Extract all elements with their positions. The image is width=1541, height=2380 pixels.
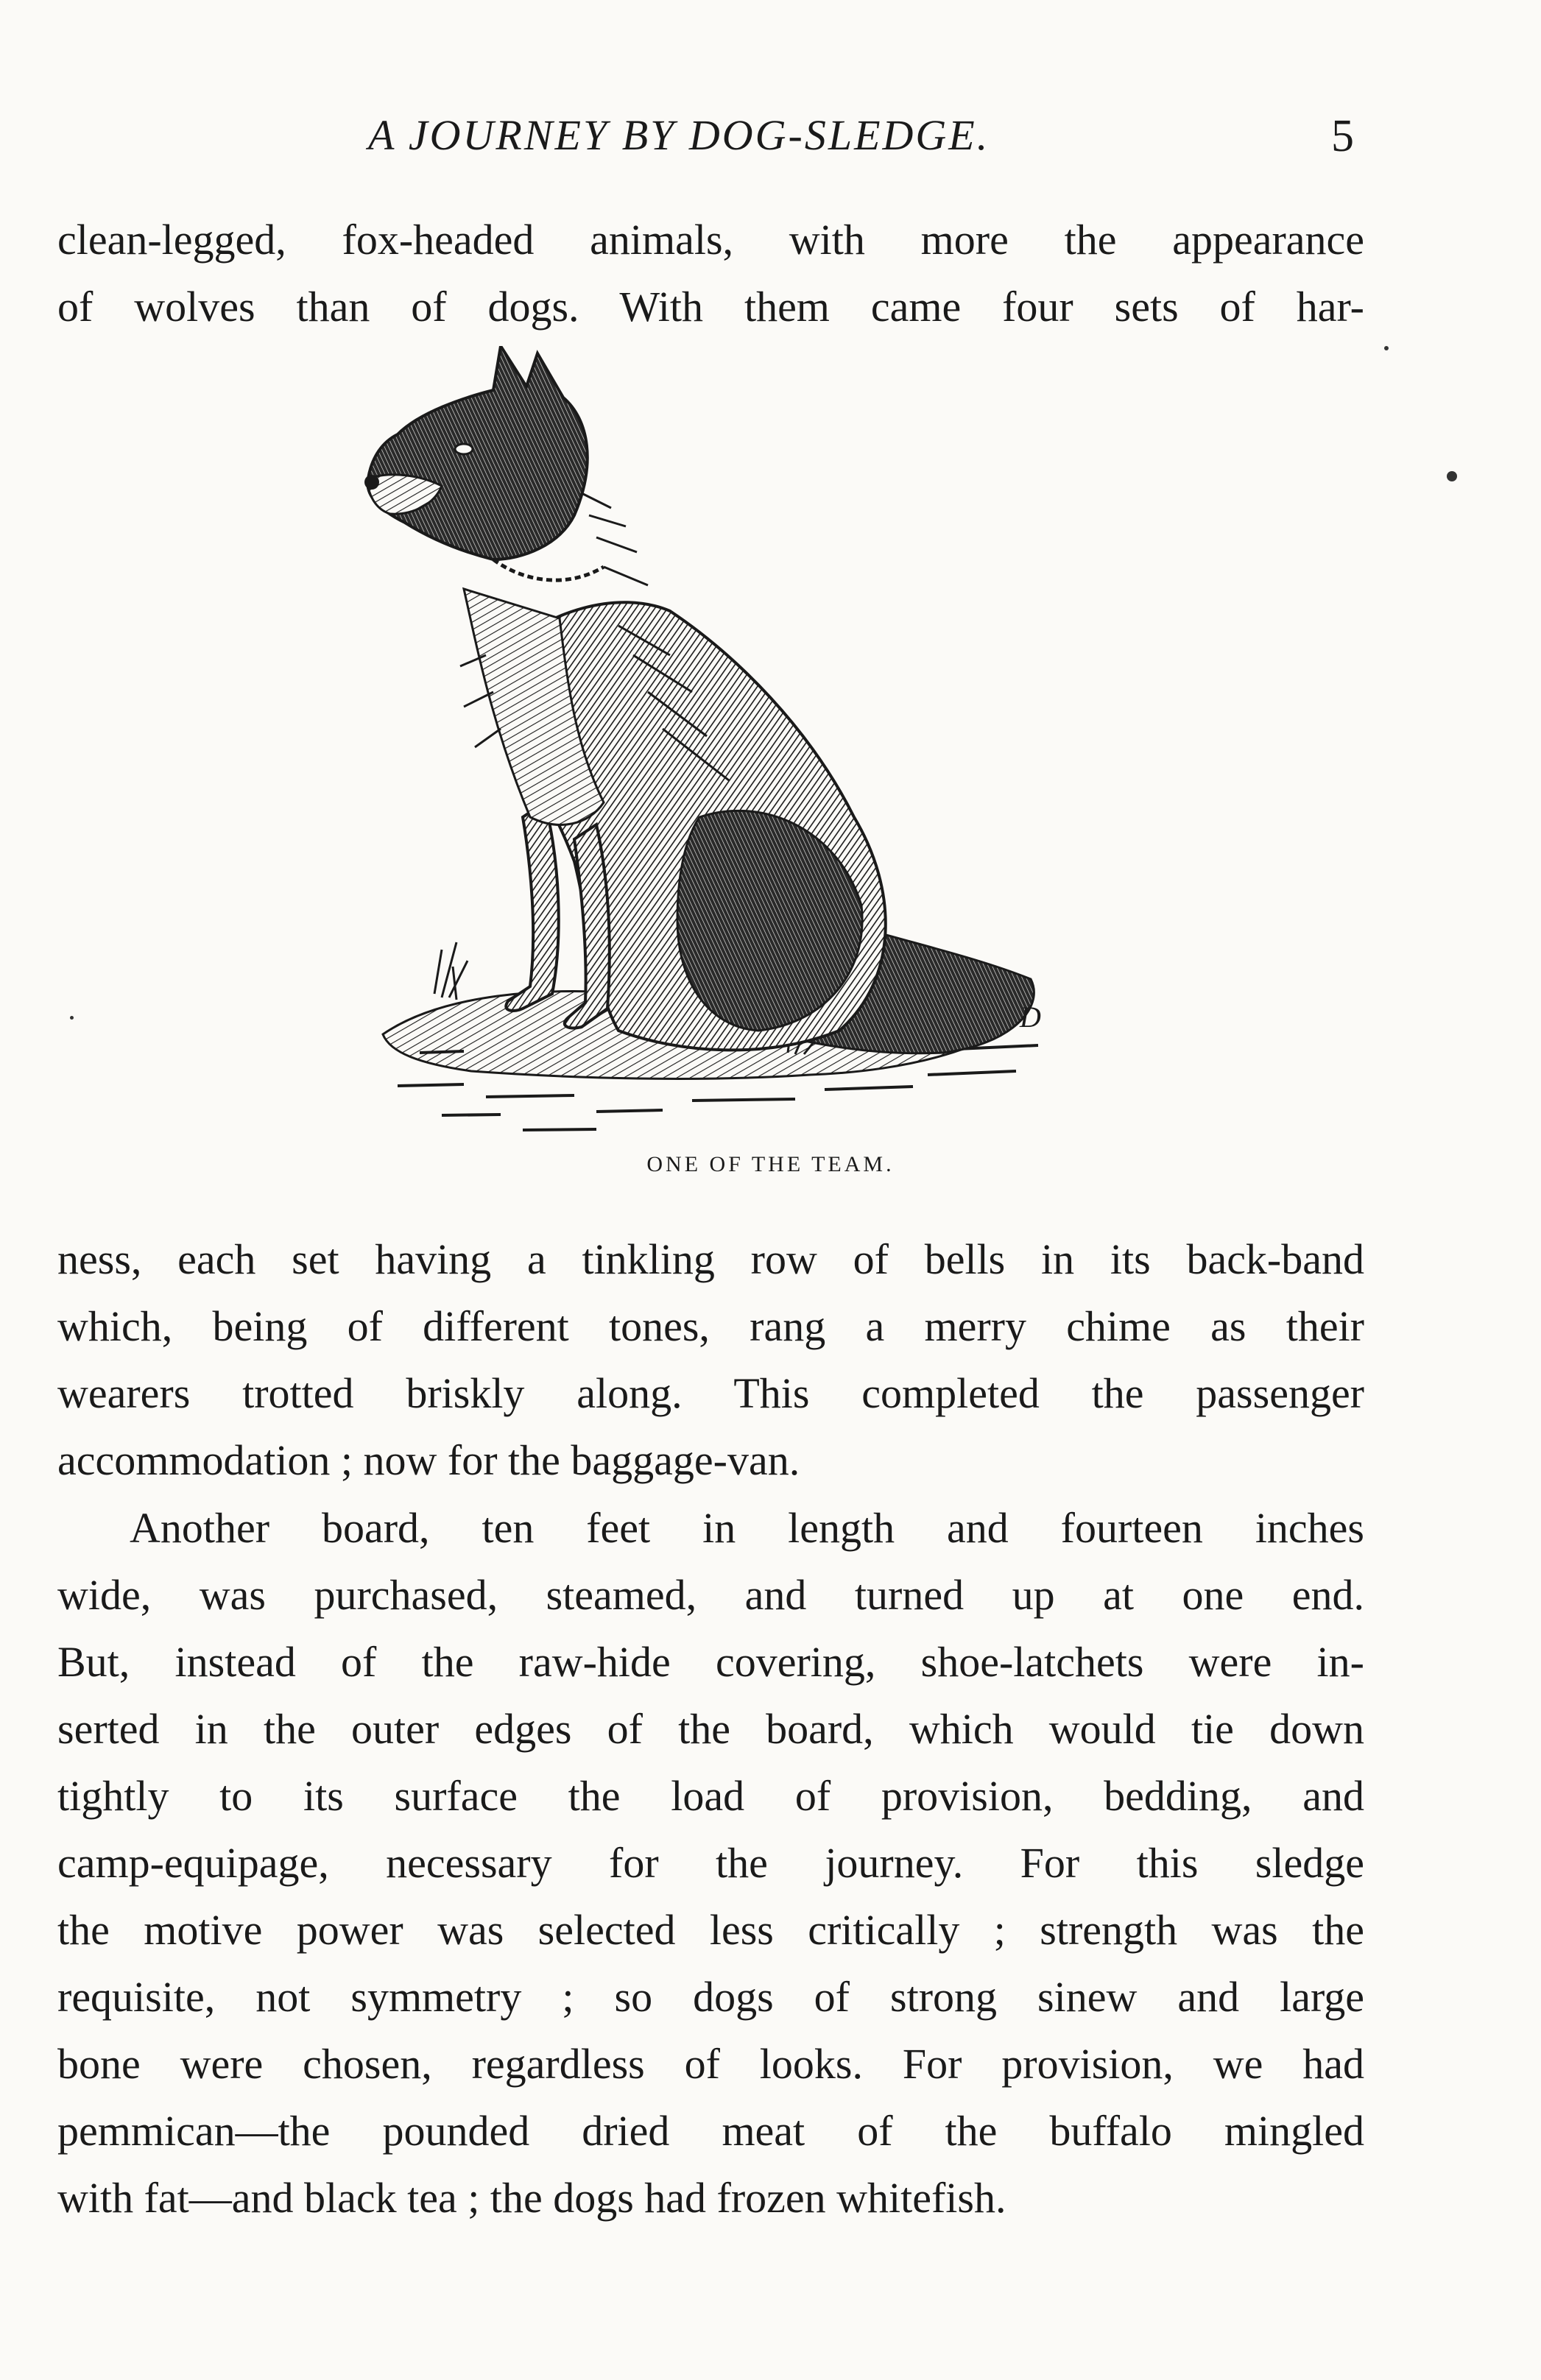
running-title: A JOURNEY BY DOG-SLEDGE. [368,111,990,159]
dog-illustration [353,346,1060,1141]
engraver-mark: D [1020,1000,1041,1034]
text-line: ness, each set having a tinkling row of bells in its back-band [57,1235,1364,1283]
text-line: bone were chosen, regardless of looks. For provision, we had [57,2040,1364,2088]
text-line: which, being of different tones, rang a merry chime as their [57,1302,1364,1350]
text-line: serted in the outer edges of the board, which would tie down [57,1705,1364,1753]
text-line: Another board, ten feet in length and fourteen inches [130,1504,1364,1552]
text-line: clean-legged, fox-headed animals, with more the appearance [57,216,1364,264]
page-number: 5 [1331,111,1354,161]
text-line: But, instead of the raw-hide covering, shoe-latchets were in- [57,1638,1364,1686]
running-head [0,110,1541,169]
paragraph [57,1494,1364,2231]
print-speck [70,1016,74,1020]
print-speck [1447,471,1457,481]
text-line: wearers trotted briskly along. This completed the passenger [57,1369,1364,1417]
paragraph-continued [57,206,1364,340]
print-speck [1384,346,1389,350]
text-line: of wolves than of dogs. With them came four sets of har- [57,283,1364,331]
figure-caption: ONE OF THE TEAM. [646,1152,895,1176]
text-line: accommodation ; now for the baggage-van. [57,1436,800,1484]
text-line: with fat—and black tea ; the dogs had frozen whitefish. [57,2174,1006,2222]
text-line: camp-equipage, necessary for the journey. For this sledge [57,1839,1364,1887]
text-line: requisite, not symmetry ; so dogs of strong sinew and large [57,1973,1364,2021]
sitting-wolf-dog-icon [353,346,1060,1141]
paragraph [57,1226,1364,1494]
text-line: wide, was purchased, steamed, and turned up at one end. [57,1571,1364,1619]
text-line: tightly to its surface the load of provision, bedding, and [57,1772,1364,1820]
text-line: pemmican—the pounded dried meat of the buffalo mingled [57,2107,1364,2155]
text-line: the motive power was selected less critically ; strength was the [57,1906,1364,1954]
